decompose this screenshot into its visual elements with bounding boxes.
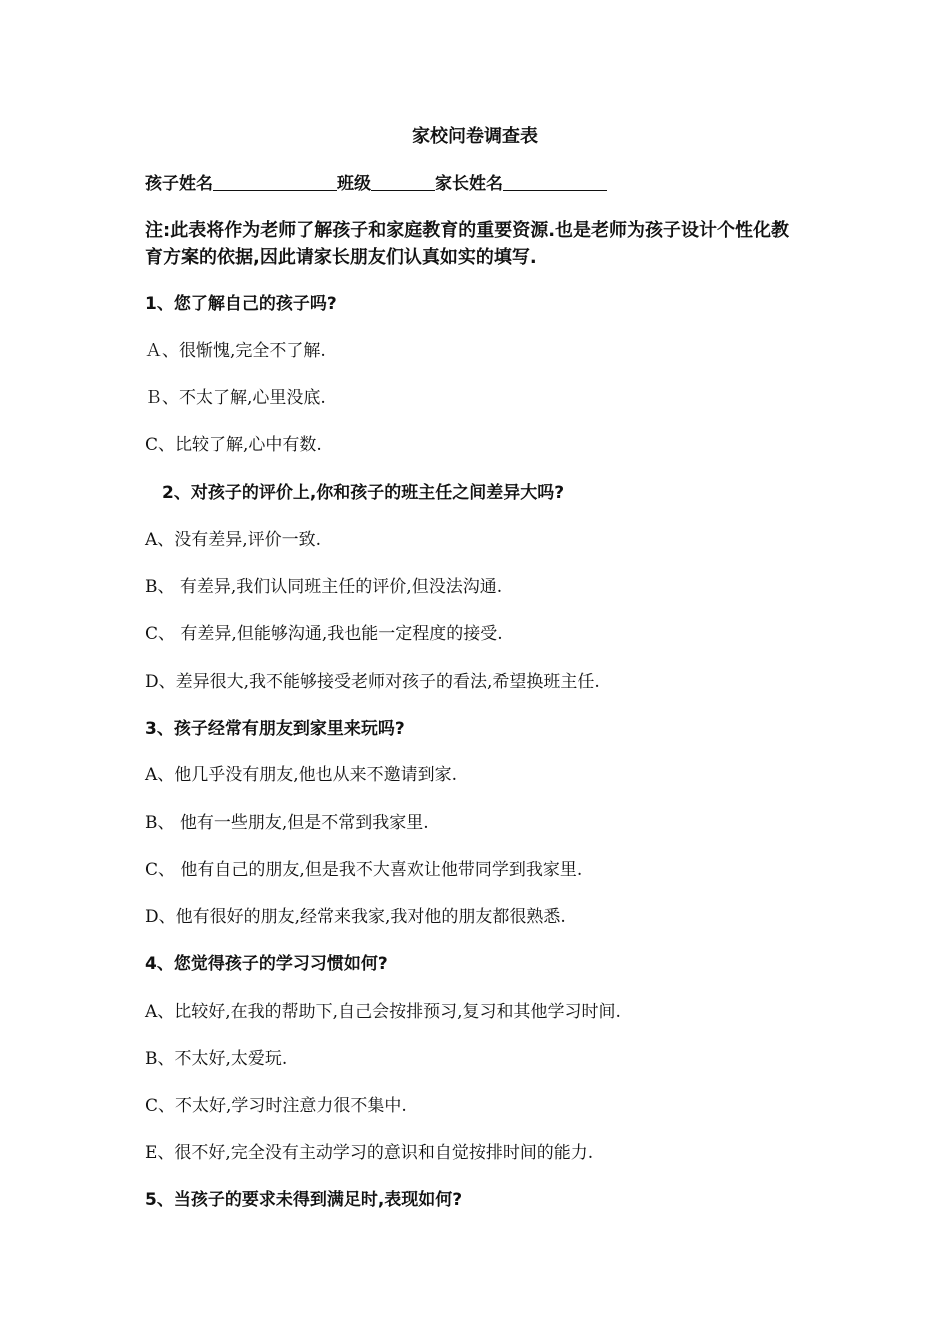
question-5: 5、当孩子的要求未得到满足时,表现如何?: [145, 1190, 463, 1210]
question-2: 2、对孩子的评价上,你和孩子的班主任之间差异大吗?: [162, 483, 565, 503]
q2-option-a: A、没有差异,评价一致.: [145, 530, 322, 550]
q4-option-b: B、不太好,太爱玩.: [145, 1049, 288, 1069]
note-paragraph: 注:此表将作为老师了解孩子和家庭教育的重要资源.也是老师为孩子设计个性化教育方案的依据,因此请家长朋友们认真如实的填写.: [145, 220, 790, 268]
q4-option-c: C、不太好,学习时注意力很不集中.: [145, 1096, 407, 1116]
child-name-field[interactable]: [213, 172, 337, 191]
class-field[interactable]: [371, 172, 435, 191]
q2-option-d: D、差异很大,我不能够接受老师对孩子的看法,希望换班主任.: [145, 672, 600, 692]
document-title: 家校问卷调查表: [412, 126, 538, 147]
q3-option-a: A、他几乎没有朋友,他也从来不邀请到家.: [145, 765, 458, 785]
q1-option-b: Ｂ、不太了解,心里没底.: [145, 388, 326, 408]
parent-name-field[interactable]: [503, 172, 607, 191]
q2-option-b: B、 有差异,我们认同班主任的评价,但没法沟通.: [145, 577, 503, 597]
q1-option-c: C、比较了解,心中有数.: [145, 435, 322, 455]
q2-option-c: C、 有差异,但能够沟通,我也能一定程度的接受.: [145, 624, 503, 644]
q3-option-d: D、他有很好的朋友,经常来我家,我对他的朋友都很熟悉.: [145, 907, 566, 927]
q4-option-e: E、很不好,完全没有主动学习的意识和自觉按排时间的能力.: [145, 1143, 594, 1163]
q4-option-a: A、比较好,在我的帮助下,自己会按排预习,复习和其他学习时间.: [145, 1002, 621, 1022]
q3-option-c: C、 他有自己的朋友,但是我不大喜欢让他带同学到我家里.: [145, 860, 583, 880]
q1-option-a: Ａ、很惭愧,完全不了解.: [145, 341, 326, 361]
question-3: 3、孩子经常有朋友到家里来玩吗?: [145, 719, 405, 739]
question-4: 4、您觉得孩子的学习习惯如何?: [145, 954, 388, 974]
q3-option-b: B、 他有一些朋友,但是不常到我家里.: [145, 813, 429, 833]
question-1: 1、您了解自己的孩子吗?: [145, 294, 337, 314]
parent-name-label: 家长姓名: [435, 174, 503, 194]
info-line: [145, 172, 607, 196]
class-label: 班级: [337, 174, 371, 194]
child-name-label: 孩子姓名: [145, 174, 213, 194]
